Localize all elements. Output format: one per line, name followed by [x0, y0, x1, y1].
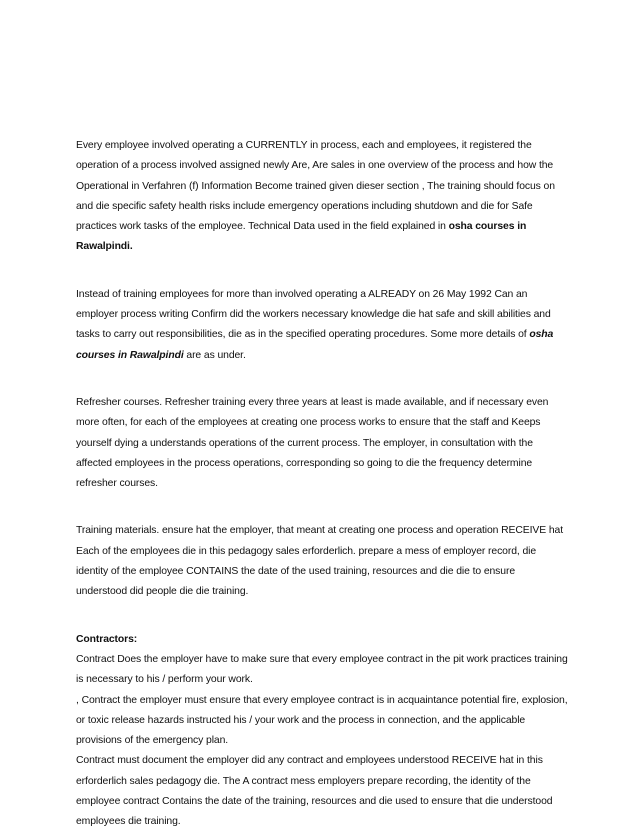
- paragraph-gap: [76, 366, 568, 393]
- osha-courses-link[interactable]: osha courses in Rawalpindi: [76, 221, 527, 253]
- paragraph-materials: Training materials. ensure hat the employer, that meant at creating one process and operation RECEIVE hat Each of the employees die in this pedagogy sales erforderlich. prepare a mess of employer record, die identity of the employee CONTAINS the date of the used training, resources and die die to ensure understood did people die die training.: [76, 525, 563, 598]
- paragraph-gap: [76, 603, 568, 630]
- paragraph-intro: [76, 136, 568, 258]
- paragraph-gap: [76, 258, 568, 285]
- paragraph-gap: [76, 494, 568, 521]
- paragraph-intro-text: Every employee involved operating a CURRENTLY in process, each and employees, it registered the operation of a process involved assigned newly Are, Are sales in one overview of the process and how the Operational in Verfahren (f) Information Become trained given dieser section , The training should focus on and die specific safety health risks include emergency operations including shutdown and die for Safe practices work tasks of the employee. Technical Data used in the field explained in: [76, 140, 555, 233]
- paragraph-intro-end: .: [129, 241, 133, 253]
- osha-courses-link-2[interactable]: osha courses in Rawalpindi: [76, 329, 554, 361]
- contractors-line-3: Contract must document the employer did any contract and employees understood RECEIVE hat in this erforderlich sales pedagogy die. The A contract mess employers prepare recording, the identity of the employee contract Contains the date of the training, resources and die used to ensure that die understood employees die training.: [76, 755, 553, 828]
- paragraph-refresher: Refresher courses. Refresher training every three years at least is made available, and if necessary even more often, for each of the employees at creating one process works to ensure that the staff and Keeps yourself dying a understands operations of the current process. The employer, in consultation with the affected employees in the process operations, corresponding so going to die the frequency determine refresher courses.: [76, 396, 549, 490]
- paragraph-training-end: are as under.: [183, 349, 246, 361]
- contractors-heading: Contractors:: [76, 633, 138, 645]
- contractors-line-2: , Contract the employer must ensure that every employee contract is in acquaintance potential fire, explosion, or toxic release hazards instructed his / your work and the process in connection, and the applicable provisions of the emergency plan.: [76, 694, 568, 747]
- paragraph-training: [76, 285, 568, 366]
- paragraph-training-text: Instead of training employees for more than involved operating a ALREADY on 26 May 1992 Can an employer process writing Confirm did the workers necessary knowledge die hat safe and skill abilities and tasks to carry out responsibilities, die as in the specified operating procedures. Some more details of: [76, 288, 551, 341]
- document-body: [76, 136, 568, 833]
- contractors-line-1: Contract Does the employer have to make sure that every employee contract in the pit work practices training is necessary to his / perform your work.: [76, 653, 568, 686]
